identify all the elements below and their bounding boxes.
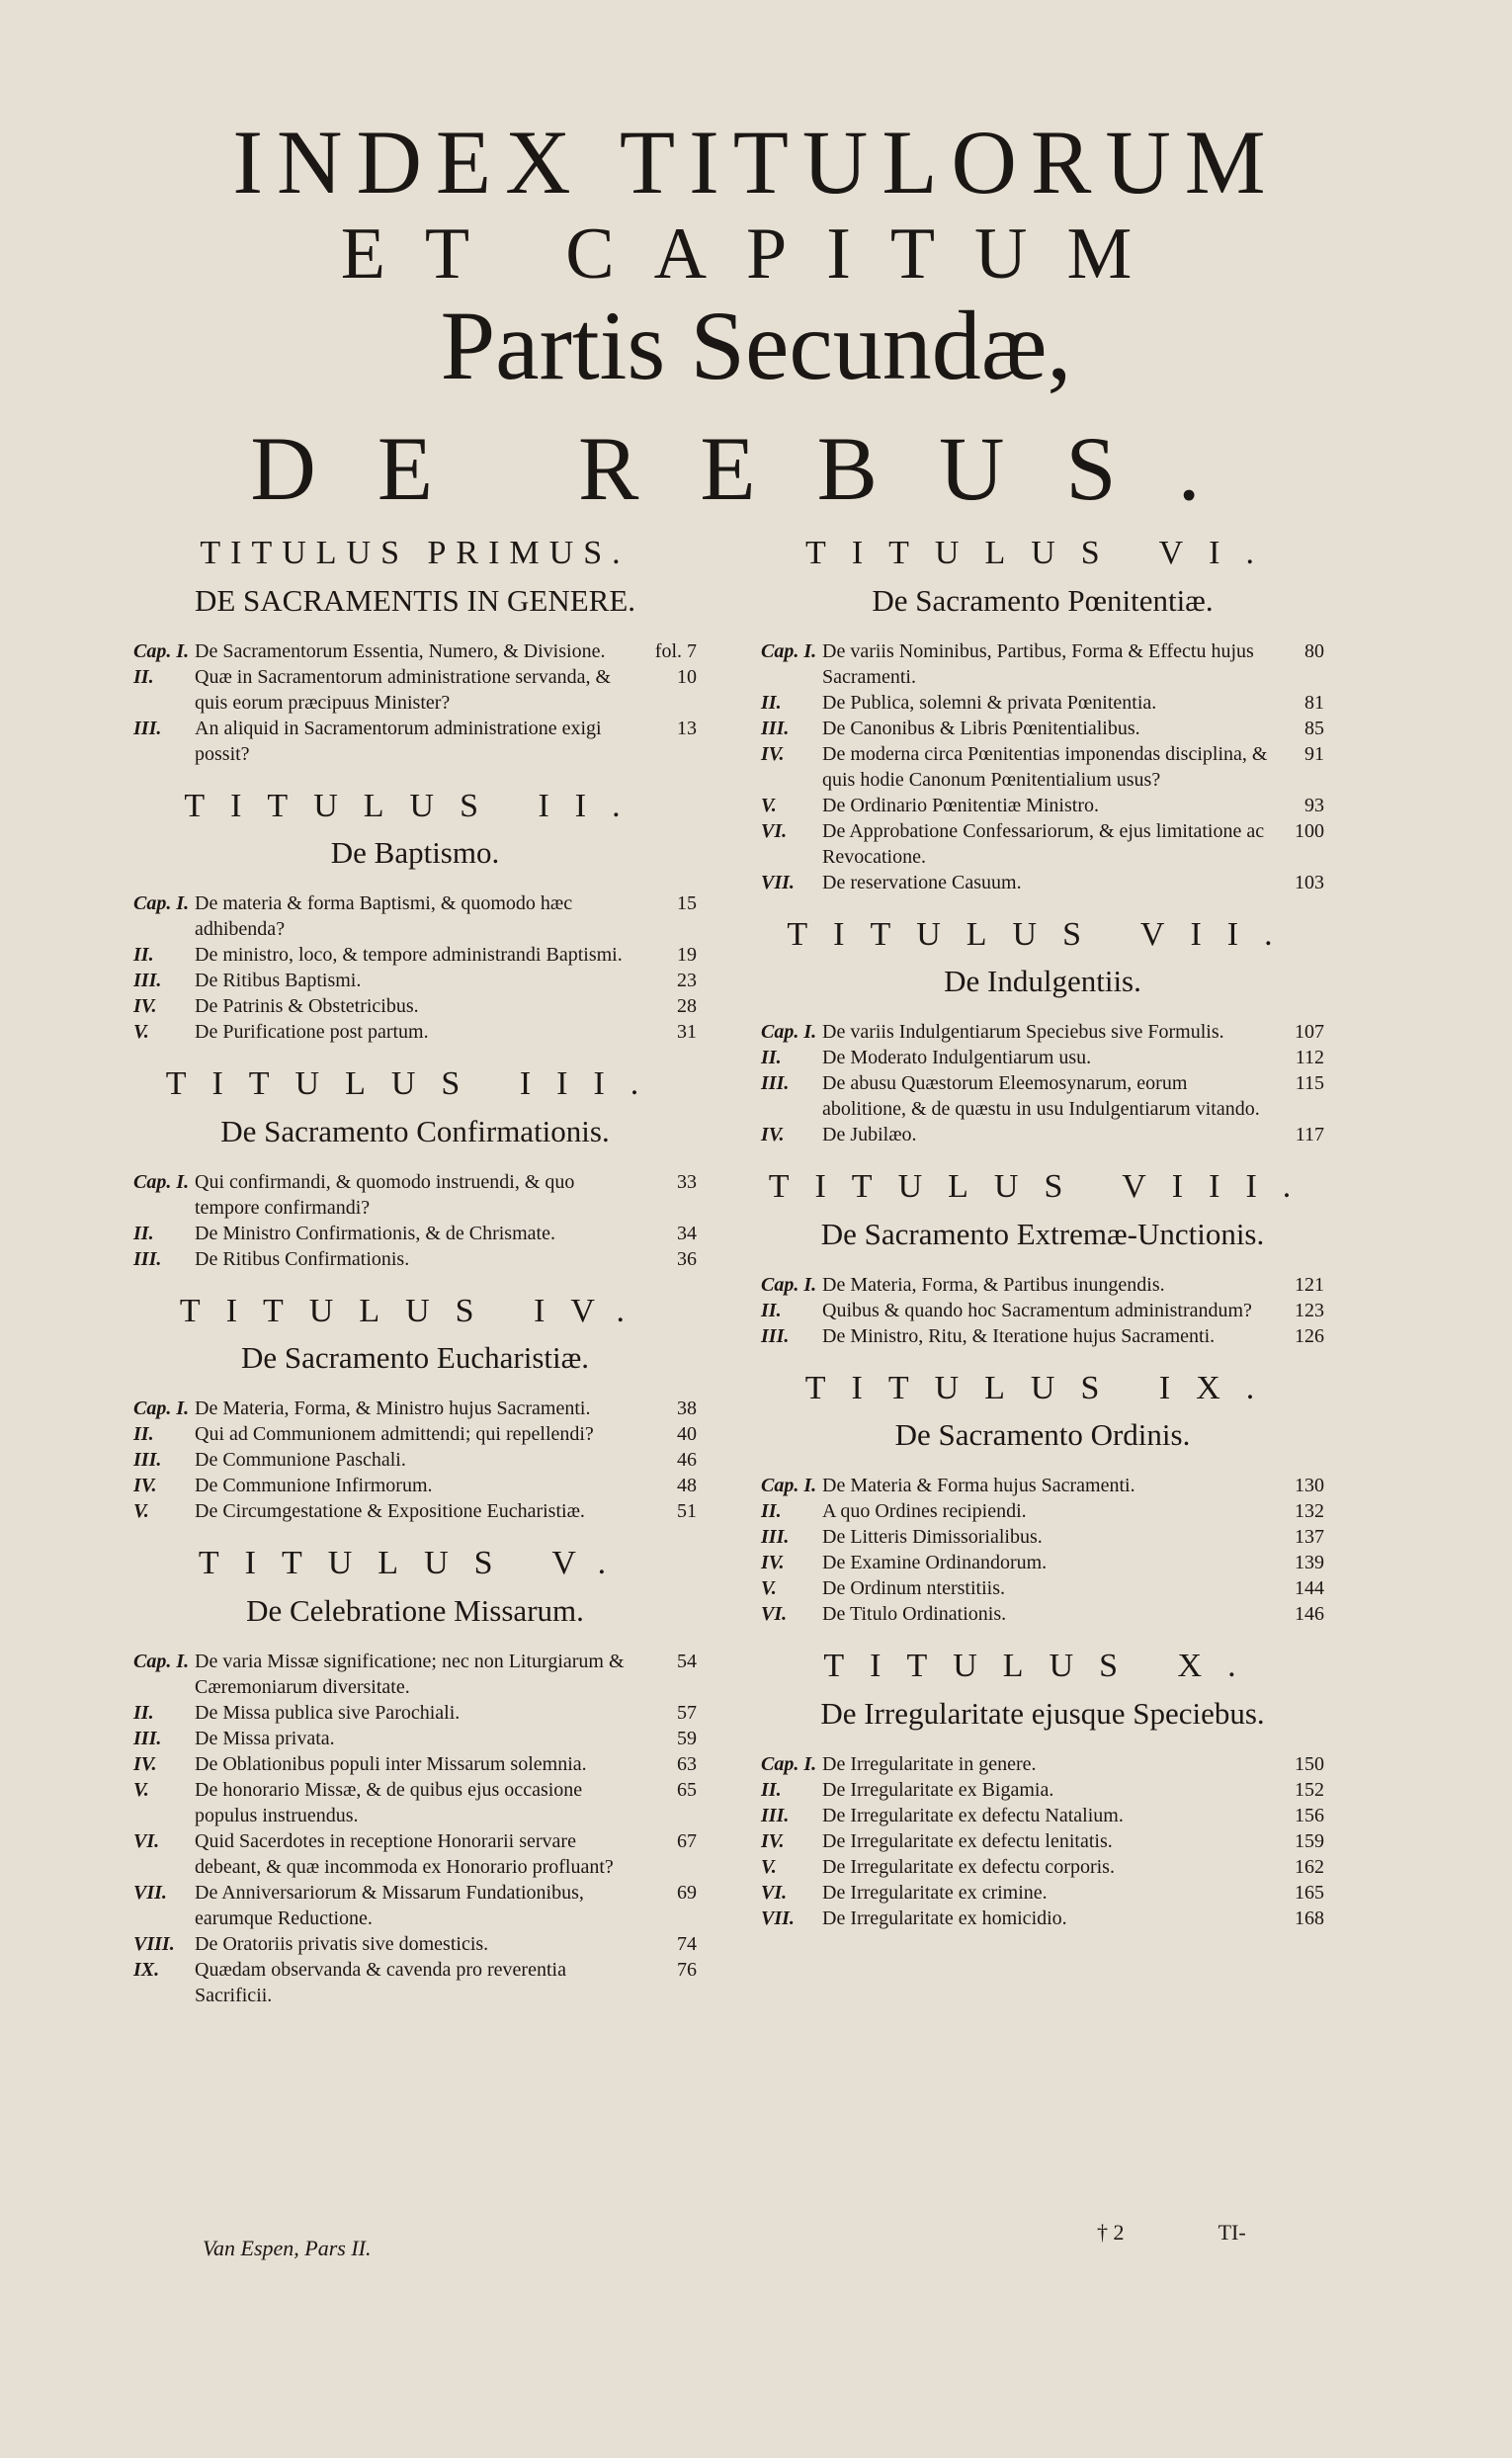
page-number: 150 bbox=[1295, 1752, 1324, 1775]
chapter-number: II. bbox=[761, 1299, 782, 1321]
page-number: 132 bbox=[1295, 1500, 1324, 1523]
titulus-heading: TITULUS VI. bbox=[805, 535, 1280, 571]
page-number: 36 bbox=[677, 1247, 697, 1270]
chapter-number: III. bbox=[133, 1727, 162, 1749]
chapter-entry bbox=[133, 1246, 697, 1272]
page-number: 85 bbox=[1304, 717, 1324, 739]
page-number: 38 bbox=[677, 1398, 697, 1420]
chapter-title: Quibus & quando hoc Sacramentum administrandum? bbox=[822, 1299, 1252, 1321]
chapter-entry bbox=[761, 793, 1324, 818]
chapter-title: De Irregularitate ex defectu Natalium. bbox=[822, 1804, 1124, 1826]
chapter-number: III. bbox=[133, 1449, 162, 1472]
page-number: 74 bbox=[677, 1932, 697, 1955]
chapter-entry bbox=[133, 1726, 697, 1751]
chapter-title: De Litteris Dimissorialibus. bbox=[822, 1526, 1043, 1549]
page-number: 23 bbox=[677, 970, 697, 992]
part-title: Partis Secundæ, bbox=[440, 291, 1072, 400]
page-number: 19 bbox=[677, 944, 697, 967]
chapter-title: De Oblationibus populi inter Missarum solemnia. bbox=[195, 1752, 587, 1775]
page-number: 81 bbox=[1304, 691, 1324, 714]
page-number: 156 bbox=[1295, 1804, 1324, 1826]
titulus-heading: TITULUS IX. bbox=[804, 1369, 1281, 1406]
chapter-entry bbox=[133, 1777, 697, 1828]
chapter-title: De Irregularitate ex defectu lenitatis. bbox=[822, 1829, 1113, 1852]
chapter-entry bbox=[133, 1751, 697, 1777]
left-column bbox=[133, 534, 697, 2028]
chapter-entry bbox=[133, 1700, 697, 1726]
chapter-title: An aliquid in Sacramentorum administratione exigi possit? bbox=[195, 717, 602, 765]
titulus-section bbox=[761, 534, 1324, 895]
page-number: 31 bbox=[677, 1021, 697, 1044]
chapter-entry bbox=[761, 1575, 1324, 1601]
page-number: 112 bbox=[1295, 1047, 1324, 1069]
chapter-title: De variis Nominibus, Partibus, Forma & Effectu hujus Sacramenti. bbox=[822, 639, 1254, 688]
chapter-entry bbox=[133, 1396, 697, 1421]
chapter-title: De Irregularitate ex Bigamia. bbox=[822, 1778, 1054, 1801]
titulus-subtitle: De Sacramento Ordinis. bbox=[894, 1417, 1191, 1453]
chapter-number: VII. bbox=[761, 1907, 795, 1929]
chapter-entry bbox=[133, 1957, 697, 2008]
catchword: TI- bbox=[1218, 2220, 1246, 2245]
chapter-number: VI. bbox=[761, 819, 788, 842]
chapter-entry bbox=[761, 1045, 1324, 1070]
chapter-number: V. bbox=[761, 1855, 777, 1878]
index-title: INDEX TITULORUM bbox=[232, 112, 1280, 212]
chapter-entry bbox=[133, 1828, 697, 1880]
chapter-title: De variis Indulgentiarum Speciebus sive Formulis. bbox=[822, 1021, 1224, 1044]
chapter-title: De Ministro Confirmationis, & de Chrismate. bbox=[195, 1222, 555, 1244]
page-number: 13 bbox=[677, 717, 697, 739]
chapter-entry bbox=[761, 1906, 1324, 1931]
chapter-number: IV. bbox=[761, 1829, 785, 1852]
chapter-number: II. bbox=[761, 1778, 782, 1801]
chapter-entry bbox=[133, 1447, 697, 1473]
page-number: 33 bbox=[677, 1170, 697, 1193]
page-number: 80 bbox=[1304, 639, 1324, 662]
chapter-title: De Titulo Ordinationis. bbox=[822, 1603, 1007, 1626]
chapter-title: De Ministro, Ritu, & Iteratione hujus Sacramenti. bbox=[822, 1324, 1216, 1347]
chapter-number: III. bbox=[133, 1247, 162, 1270]
page-number: 168 bbox=[1295, 1907, 1324, 1929]
chapter-number: IV. bbox=[133, 1752, 157, 1775]
page-number: 69 bbox=[677, 1881, 697, 1904]
chapter-number: Cap. I. bbox=[133, 1398, 190, 1420]
chapter-title: De Jubilæo. bbox=[822, 1124, 917, 1146]
chapter-title: De Irregularitate ex homicidio. bbox=[822, 1907, 1067, 1929]
chapter-number: II. bbox=[761, 691, 782, 714]
chapter-title: De Communione Paschali. bbox=[195, 1449, 406, 1472]
chapter-title: De Ordinario Pœnitentiæ Ministro. bbox=[822, 794, 1099, 816]
page-number: 165 bbox=[1295, 1881, 1324, 1904]
chapter-number: Cap. I. bbox=[133, 1170, 190, 1193]
chapter-number: III. bbox=[133, 717, 162, 739]
chapter-title: De Ritibus Baptismi. bbox=[195, 970, 362, 992]
page-number: 146 bbox=[1295, 1603, 1324, 1626]
chapter-entry bbox=[133, 1221, 697, 1246]
chapter-title: De varia Missæ significatione; nec non Liturgiarum & Cæremoniarum diversitate. bbox=[195, 1650, 625, 1698]
chapter-number: IV. bbox=[761, 1124, 785, 1146]
chapter-number: II. bbox=[761, 1500, 782, 1523]
page-number: 63 bbox=[677, 1752, 697, 1775]
part-subject: DE REBUS. bbox=[250, 418, 1262, 519]
chapter-entry bbox=[133, 968, 697, 993]
page-number: 144 bbox=[1295, 1577, 1324, 1600]
chapter-title: De Moderato Indulgentiarum usu. bbox=[822, 1047, 1092, 1069]
titulus-section bbox=[761, 1647, 1324, 1931]
chapter-title: De Irregularitate ex defectu corporis. bbox=[822, 1855, 1115, 1878]
chapter-title: De Ordinum nterstitiis. bbox=[822, 1577, 1005, 1600]
titulus-heading: TITULUS IV. bbox=[179, 1292, 651, 1329]
chapter-title: De ministro, loco, & tempore administrandi Baptismi. bbox=[195, 944, 623, 967]
page-number: 121 bbox=[1295, 1273, 1324, 1296]
titulus-section bbox=[133, 534, 697, 767]
chapter-entry bbox=[761, 1550, 1324, 1575]
page-number: 67 bbox=[677, 1829, 697, 1852]
chapter-entry bbox=[761, 690, 1324, 716]
chapter-entry bbox=[133, 716, 697, 767]
chapter-title: De Canonibus & Libris Pœnitentialibus. bbox=[822, 717, 1140, 739]
page-number: 159 bbox=[1295, 1829, 1324, 1852]
titulus-heading: TITULUS VII. bbox=[787, 915, 1299, 953]
chapter-entry bbox=[133, 1421, 697, 1447]
chapter-title: Qui ad Communionem admittendi; qui repellendi? bbox=[195, 1423, 594, 1446]
titulus-section bbox=[133, 1292, 697, 1525]
page-number: 10 bbox=[677, 665, 697, 688]
chapter-title: De Approbatione Confessariorum, & ejus limitatione ac Revocatione. bbox=[822, 819, 1265, 868]
chapter-number: III. bbox=[133, 970, 162, 992]
chapter-entry bbox=[761, 1524, 1324, 1550]
chapter-title: De Sacramentorum Essentia, Numero, & Divisione. bbox=[195, 639, 606, 662]
chapter-entry bbox=[761, 1019, 1324, 1045]
chapter-title: De materia & forma Baptismi, & quomodo hæc adhibenda? bbox=[195, 892, 573, 941]
page-number: 57 bbox=[677, 1701, 697, 1724]
chapter-entry bbox=[761, 1803, 1324, 1828]
titulus-heading: TITULUS X. bbox=[823, 1648, 1262, 1685]
chapter-number: VI. bbox=[761, 1881, 788, 1904]
page-number: 28 bbox=[677, 995, 697, 1018]
page-number: 54 bbox=[677, 1650, 697, 1672]
footer-signature-area bbox=[1097, 2220, 1335, 2246]
chapter-entry bbox=[761, 1854, 1324, 1880]
chapter-number: IV. bbox=[133, 995, 157, 1018]
page-number: 65 bbox=[677, 1778, 697, 1801]
chapter-title: De Oratoriis privatis sive domesticis. bbox=[195, 1932, 489, 1955]
chapter-number: Cap. I. bbox=[761, 1475, 817, 1497]
chapter-number: III. bbox=[761, 1324, 790, 1347]
page-number: 126 bbox=[1295, 1324, 1324, 1347]
chapter-number: II. bbox=[761, 1047, 782, 1069]
chapter-number: V. bbox=[761, 1577, 777, 1600]
chapter-title: De honorario Missæ, & de quibus ejus occasione populus instruendus. bbox=[195, 1778, 583, 1826]
titulus-section bbox=[761, 1167, 1324, 1349]
chapter-number: IX. bbox=[133, 1958, 160, 1981]
page-number: 103 bbox=[1295, 871, 1324, 893]
titulus-section bbox=[133, 1064, 697, 1272]
titulus-section bbox=[761, 915, 1324, 1148]
titulus-subtitle: De Irregularitate ejusque Speciebus. bbox=[820, 1695, 1265, 1731]
titulus-subtitle: De Sacramento Extremæ-Unctionis. bbox=[820, 1216, 1265, 1251]
page-number: 40 bbox=[677, 1423, 697, 1446]
page-number: 162 bbox=[1295, 1855, 1324, 1878]
chapter-entry bbox=[761, 1298, 1324, 1323]
titulus-subtitle: De Sacramento Eucharistiæ. bbox=[240, 1340, 590, 1376]
chapter-entry bbox=[761, 818, 1324, 870]
chapter-number: Cap. I. bbox=[133, 1650, 190, 1672]
chapter-number: V. bbox=[133, 1778, 149, 1801]
page-number: 46 bbox=[677, 1449, 697, 1472]
chapter-number: II. bbox=[133, 1423, 154, 1446]
chapter-entry bbox=[761, 638, 1324, 690]
page-number: 139 bbox=[1295, 1552, 1324, 1574]
chapter-number: II. bbox=[133, 665, 154, 688]
chapter-number: V. bbox=[133, 1021, 149, 1044]
page-number: 117 bbox=[1295, 1124, 1324, 1146]
chapter-entry bbox=[133, 890, 697, 942]
page-number: 51 bbox=[677, 1500, 697, 1523]
titulus-heading: TITULUS VIII. bbox=[768, 1168, 1317, 1206]
chapter-entry bbox=[761, 716, 1324, 741]
chapter-entry bbox=[133, 1169, 697, 1221]
index-subtitle: ET CAPITUM bbox=[340, 213, 1172, 295]
chapter-title: Qui confirmandi, & quomodo instruendi, & quo tempore confirmandi? bbox=[195, 1170, 575, 1219]
chapter-number: IV. bbox=[761, 1552, 785, 1574]
titulus-subtitle: De Sacramento Pœnitentiæ. bbox=[872, 582, 1214, 618]
page-number: 123 bbox=[1295, 1299, 1324, 1321]
page-number: 100 bbox=[1295, 819, 1324, 842]
chapter-title: De reservatione Casuum. bbox=[822, 871, 1022, 893]
footer-author: Van Espen, Pars II. bbox=[203, 2236, 372, 2260]
chapter-entry bbox=[761, 1828, 1324, 1854]
chapter-title: Quid Sacerdotes in receptione Honorarii servare debeant, & quæ incommoda ex Honorario profluant? bbox=[195, 1829, 614, 1878]
chapter-title: De Missa privata. bbox=[195, 1727, 335, 1749]
chapter-number: VII. bbox=[133, 1881, 167, 1904]
page-number: fol. 7 bbox=[654, 639, 697, 662]
chapter-entry bbox=[133, 993, 697, 1019]
chapter-entry bbox=[761, 1777, 1324, 1803]
chapter-number: III. bbox=[761, 717, 790, 739]
titulus-heading: TITULUS PRIMUS. bbox=[200, 535, 630, 571]
chapter-number: VII. bbox=[761, 871, 795, 893]
chapter-number: Cap. I. bbox=[761, 1752, 817, 1775]
chapter-entry bbox=[133, 1019, 697, 1045]
chapter-title: A quo Ordines recipiendi. bbox=[822, 1500, 1027, 1523]
chapter-title: De Circumgestatione & Expositione Eucharistiæ. bbox=[195, 1500, 585, 1523]
chapter-entry bbox=[761, 1751, 1324, 1777]
chapter-title: De Publica, solemni & privata Pœnitentia. bbox=[822, 691, 1157, 714]
titulus-subtitle: De Baptismo. bbox=[330, 835, 500, 871]
titulus-subtitle: De Indulgentiis. bbox=[944, 964, 1141, 999]
chapter-number: III. bbox=[761, 1804, 790, 1826]
chapter-title: De Irregularitate in genere. bbox=[822, 1752, 1037, 1775]
chapter-number: Cap. I. bbox=[761, 1021, 817, 1044]
chapter-entry bbox=[761, 1323, 1324, 1349]
titulus-section bbox=[133, 787, 697, 1046]
page-number: 115 bbox=[1295, 1072, 1324, 1095]
chapter-entry bbox=[133, 638, 697, 664]
chapter-title: Quæ in Sacramentorum administratione servanda, & quis eorum præcipuus Minister? bbox=[195, 665, 612, 714]
titulus-heading: TITULUS III. bbox=[165, 1065, 665, 1103]
chapter-title: De Ritibus Confirmationis. bbox=[195, 1247, 410, 1270]
titulus-subtitle: DE SACRAMENTIS IN GENERE. bbox=[194, 582, 636, 618]
chapter-number: VI. bbox=[133, 1829, 160, 1852]
page-number: 130 bbox=[1295, 1475, 1324, 1497]
chapter-number: III. bbox=[761, 1526, 790, 1549]
chapter-number: III. bbox=[761, 1072, 790, 1095]
chapter-title: Quædam observanda & cavenda pro reverentia Sacrificii. bbox=[195, 1958, 566, 2006]
chapter-number: II. bbox=[133, 944, 154, 967]
page-number: 34 bbox=[677, 1222, 697, 1244]
chapter-entry bbox=[761, 1272, 1324, 1298]
chapter-title: De moderna circa Pœnitentias imponendas disciplina, & quis hodie Canonum Pœnitentialium usus? bbox=[822, 742, 1268, 791]
chapter-title: De abusu Quæstorum Eleemosynarum, eorum abolitione, & de quæstu in usu Indulgentiarum vitando. bbox=[822, 1072, 1260, 1121]
chapter-number: Cap. I. bbox=[761, 639, 817, 662]
chapter-number: II. bbox=[133, 1701, 154, 1724]
page-number: 107 bbox=[1295, 1021, 1324, 1044]
chapter-number: V. bbox=[761, 794, 777, 816]
chapter-title: De Anniversariorum & Missarum Fundationibus, earumque Reductione. bbox=[195, 1881, 584, 1929]
page-number: 152 bbox=[1295, 1778, 1324, 1801]
chapter-number: IV. bbox=[761, 742, 785, 765]
chapter-title: De Irregularitate ex crimine. bbox=[822, 1881, 1048, 1904]
chapter-number: IV. bbox=[133, 1475, 157, 1497]
chapter-entry bbox=[761, 1473, 1324, 1498]
signature-mark: † 2 bbox=[1097, 2220, 1125, 2245]
chapter-title: De Materia & Forma hujus Sacramenti. bbox=[822, 1475, 1135, 1497]
chapter-title: De Patrinis & Obstetricibus. bbox=[195, 995, 419, 1018]
chapter-number: VIII. bbox=[133, 1932, 175, 1955]
page-number: 91 bbox=[1304, 742, 1324, 765]
chapter-number: V. bbox=[133, 1500, 149, 1523]
chapter-number: Cap. I. bbox=[761, 1273, 817, 1296]
chapter-entry bbox=[761, 1070, 1324, 1122]
chapter-title: De Communione Infirmorum. bbox=[195, 1475, 433, 1497]
chapter-number: II. bbox=[133, 1222, 154, 1244]
chapter-entry bbox=[133, 942, 697, 968]
chapter-entry bbox=[761, 1601, 1324, 1627]
titulus-heading: TITULUS II. bbox=[184, 787, 646, 824]
chapter-title: De Missa publica sive Parochiali. bbox=[195, 1701, 461, 1724]
page-number: 59 bbox=[677, 1727, 697, 1749]
chapter-number: Cap. I. bbox=[133, 639, 190, 662]
chapter-entry bbox=[761, 1880, 1324, 1906]
chapter-entry bbox=[761, 1122, 1324, 1147]
chapter-entry bbox=[133, 664, 697, 716]
titulus-section bbox=[133, 1544, 697, 2008]
chapter-entry bbox=[133, 1931, 697, 1957]
chapter-title: De Examine Ordinandorum. bbox=[822, 1552, 1048, 1574]
titulus-heading: TITULUS V. bbox=[198, 1545, 632, 1582]
chapter-entry bbox=[761, 741, 1324, 793]
chapter-entry bbox=[761, 870, 1324, 895]
chapter-title: De Materia, Forma, & Partibus inungendis. bbox=[822, 1273, 1165, 1296]
page-number: 76 bbox=[677, 1958, 697, 1981]
titulus-subtitle: De Celebratione Missarum. bbox=[246, 1592, 584, 1628]
chapter-entry bbox=[133, 1649, 697, 1700]
chapter-entry bbox=[761, 1498, 1324, 1524]
page-number: 15 bbox=[677, 892, 697, 915]
page-number: 93 bbox=[1304, 794, 1324, 816]
page-number: 48 bbox=[677, 1475, 697, 1497]
chapter-title: De Materia, Forma, & Ministro hujus Sacramenti. bbox=[195, 1398, 591, 1420]
chapter-entry bbox=[133, 1880, 697, 1931]
titulus-subtitle: De Sacramento Confirmationis. bbox=[220, 1113, 610, 1148]
right-column bbox=[761, 534, 1324, 1951]
chapter-number: Cap. I. bbox=[133, 892, 190, 915]
chapter-title: De Purificatione post partum. bbox=[195, 1021, 429, 1044]
page-number: 137 bbox=[1295, 1526, 1324, 1549]
chapter-number: VI. bbox=[761, 1603, 788, 1626]
chapter-entry bbox=[133, 1473, 697, 1498]
chapter-entry bbox=[133, 1498, 697, 1524]
titulus-section bbox=[761, 1369, 1324, 1628]
